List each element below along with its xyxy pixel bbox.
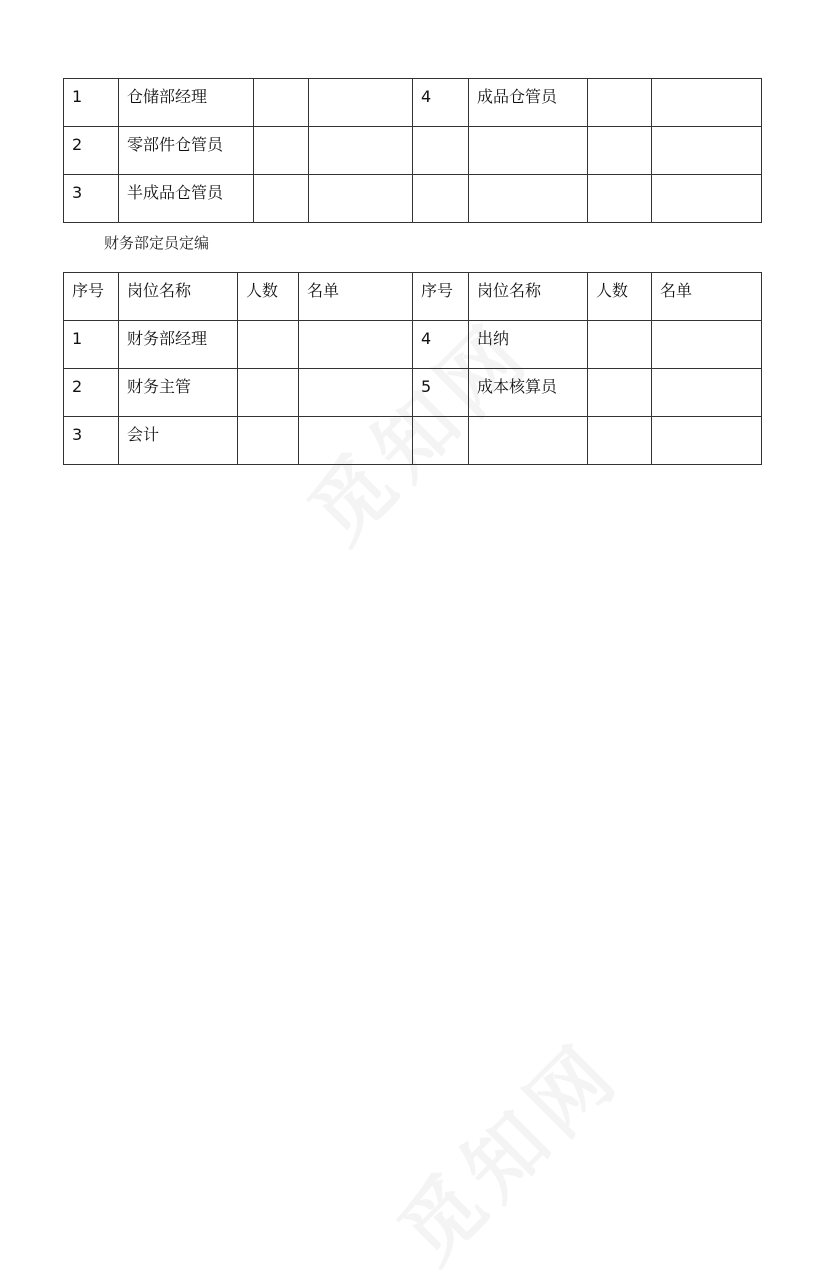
table-cell xyxy=(413,175,469,223)
table-cell: 1 xyxy=(64,79,119,127)
table-cell xyxy=(652,369,762,417)
table-cell: 1 xyxy=(64,321,119,369)
table-cell xyxy=(413,127,469,175)
column-header: 名单 xyxy=(299,273,413,321)
table-cell: 4 xyxy=(413,321,469,369)
table-cell xyxy=(309,127,413,175)
table-cell xyxy=(238,321,299,369)
table-cell xyxy=(469,175,588,223)
finance-section-caption: 财务部定员定编 xyxy=(104,234,210,252)
table-cell: 财务主管 xyxy=(119,369,238,417)
table-row xyxy=(64,321,762,369)
table-cell xyxy=(588,417,652,465)
table-cell: 3 xyxy=(64,175,119,223)
table-cell xyxy=(254,175,309,223)
column-header: 序号 xyxy=(413,273,469,321)
table-cell xyxy=(652,321,762,369)
table-cell xyxy=(254,127,309,175)
table-cell xyxy=(238,417,299,465)
warehouse-staffing-table xyxy=(63,78,762,223)
table-cell xyxy=(652,79,762,127)
table-cell xyxy=(652,175,762,223)
table-cell xyxy=(309,79,413,127)
table-row xyxy=(64,127,762,175)
table-row xyxy=(64,369,762,417)
table-cell xyxy=(469,417,588,465)
table-cell: 2 xyxy=(64,127,119,175)
table-cell: 半成品仓管员 xyxy=(119,175,254,223)
table-cell xyxy=(469,127,588,175)
table-cell xyxy=(588,175,652,223)
column-header: 人数 xyxy=(238,273,299,321)
table-cell xyxy=(652,417,762,465)
table-row xyxy=(64,175,762,223)
table-cell xyxy=(254,79,309,127)
table-cell xyxy=(299,417,413,465)
table-cell: 3 xyxy=(64,417,119,465)
table-cell xyxy=(588,321,652,369)
column-header: 岗位名称 xyxy=(119,273,238,321)
table-cell xyxy=(299,321,413,369)
table-cell: 财务部经理 xyxy=(119,321,238,369)
column-header: 岗位名称 xyxy=(469,273,588,321)
table-cell xyxy=(413,417,469,465)
table-cell: 5 xyxy=(413,369,469,417)
table-cell: 4 xyxy=(413,79,469,127)
table-cell: 2 xyxy=(64,369,119,417)
table-header-row xyxy=(64,273,762,321)
table-cell xyxy=(238,369,299,417)
table-cell xyxy=(652,127,762,175)
table-cell xyxy=(588,79,652,127)
table-cell: 成本核算员 xyxy=(469,369,588,417)
table-cell xyxy=(588,369,652,417)
table-row xyxy=(64,79,762,127)
finance-staffing-table xyxy=(63,272,762,465)
table-cell xyxy=(309,175,413,223)
column-header: 名单 xyxy=(652,273,762,321)
column-header: 序号 xyxy=(64,273,119,321)
table-cell xyxy=(588,127,652,175)
table-cell: 零部件仓管员 xyxy=(119,127,254,175)
table-cell xyxy=(299,369,413,417)
table-row xyxy=(64,417,762,465)
column-header: 人数 xyxy=(588,273,652,321)
watermark xyxy=(369,1011,641,1283)
table-cell: 成品仓管员 xyxy=(469,79,588,127)
table-cell: 出纳 xyxy=(469,321,588,369)
table-cell: 会计 xyxy=(119,417,238,465)
table-cell: 仓储部经理 xyxy=(119,79,254,127)
